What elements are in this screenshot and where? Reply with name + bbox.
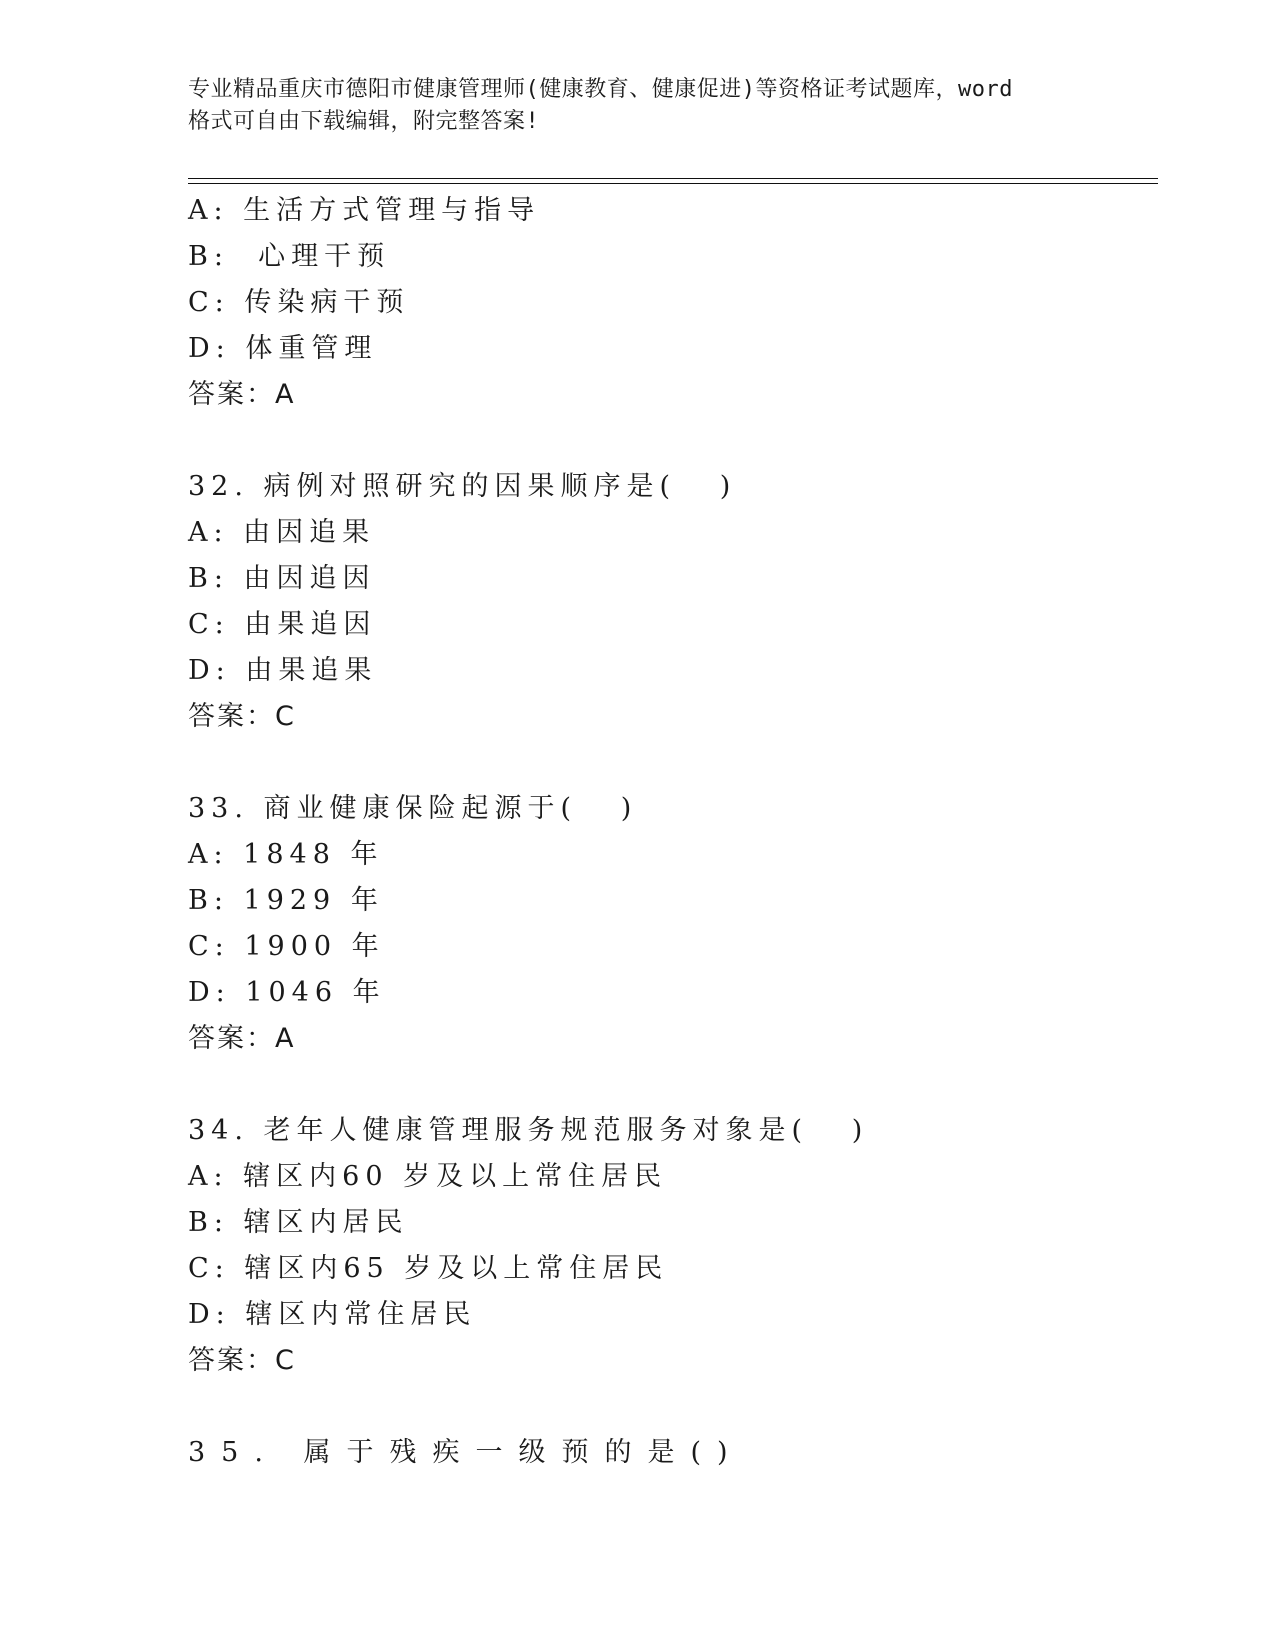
answer: 答案：A	[188, 379, 296, 410]
answer: 答案：C	[188, 701, 296, 732]
question-35	[188, 1430, 1148, 1476]
document-header	[188, 74, 1088, 138]
header-line-1: 专业精品重庆市德阳市健康管理师(健康教育、健康促进)等资格证考试题库，word	[188, 77, 1013, 102]
option-d: D: 辖区内常住居民	[188, 1299, 477, 1330]
header-line-2: 格式可自由下载编辑，附完整答案!	[188, 109, 540, 134]
option-b: B: 辖区内居民	[188, 1207, 409, 1238]
option-b: B: 由因追因	[188, 563, 376, 594]
question-title: 33. 商业健康保险起源于( )	[188, 793, 638, 824]
option-d: D: 体重管理	[188, 333, 378, 364]
question-title: 34. 老年人健康管理服务规范服务对象是( )	[188, 1115, 869, 1146]
option-d: D: 1046 年	[188, 977, 386, 1008]
question-33	[188, 786, 1148, 1062]
option-a: A: 辖区内60 岁及以上常住居民	[188, 1161, 668, 1192]
question-34	[188, 1108, 1148, 1384]
option-b: B: 心理干预	[188, 241, 391, 272]
option-c: C: 1900 年	[188, 931, 385, 962]
answer: 答案：A	[188, 1023, 296, 1054]
option-a: A: 由因追果	[188, 517, 376, 548]
question-list	[188, 188, 1148, 1476]
option-c: C: 由果追因	[188, 609, 377, 640]
header-divider-top	[188, 178, 1158, 179]
answer: 答案：C	[188, 1345, 296, 1376]
option-b: B: 1929 年	[188, 885, 384, 916]
option-c: C: 传染病干预	[188, 287, 410, 318]
option-a: A: 生活方式管理与指导	[188, 195, 541, 226]
question-31-continued	[188, 188, 1148, 418]
question-32	[188, 464, 1148, 740]
question-title: 35. 属于残疾一级预的是()	[188, 1437, 744, 1468]
question-title: 32. 病例对照研究的因果顺序是( )	[188, 471, 737, 502]
option-a: A: 1848 年	[188, 839, 384, 870]
option-c: C: 辖区内65 岁及以上常住居民	[188, 1253, 669, 1284]
option-d: D: 由果追果	[188, 655, 378, 686]
header-divider-bottom	[188, 183, 1158, 184]
